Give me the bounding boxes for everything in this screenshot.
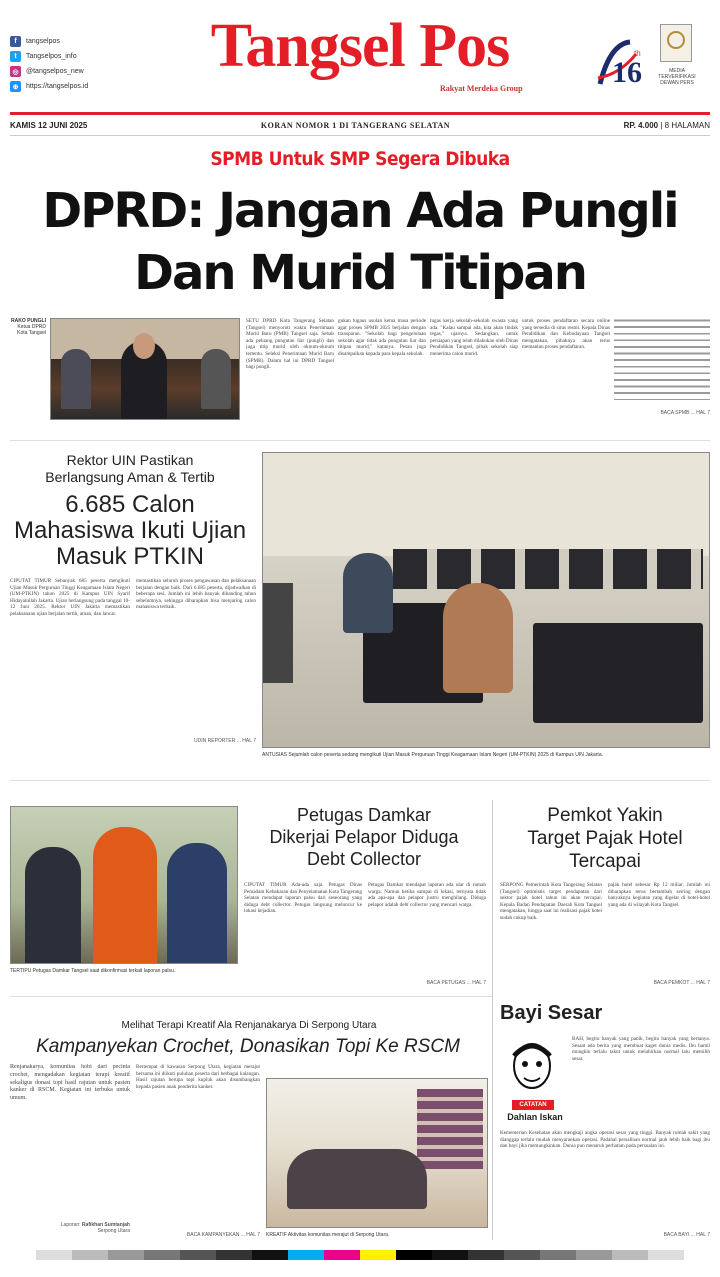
shelf bbox=[417, 1089, 483, 1169]
byline-name: Rafikhan Sumtanjah bbox=[81, 1222, 130, 1228]
story2-photo bbox=[262, 452, 710, 748]
person-face bbox=[133, 333, 155, 359]
lead-col-3: tugas kerja sekolah-sekolah swasta yang ada. "Kalau sampai ada, kita akan tindak tegas," ujarnya. Sedangkan, untuk persiapan yang telah dilakukan oleh Dinas Pendidikan Tangsel, pihak sekolah siap menerima calon murid. bbox=[430, 318, 518, 357]
kicker-line: Rektor UIN Pastikan bbox=[66, 452, 194, 468]
anniversary-suffix: th bbox=[634, 49, 641, 58]
headline-line: Dan Murid Titipan bbox=[134, 245, 586, 301]
price-pages bbox=[624, 121, 710, 130]
title-line: Mahasiswa Ikuti Ujian bbox=[13, 517, 247, 544]
person-figure-left bbox=[61, 349, 91, 409]
story2-title[interactable] bbox=[6, 492, 254, 570]
title-line: Pemkot Yakin bbox=[547, 805, 663, 826]
anniversary-logo bbox=[590, 34, 650, 94]
story4-col-1: SERPONG Pemerintah Kota Tangerang Selatan (Tangsel) optimistis target pendapatan dari sektor pajak hotel tahun ini akan tercapai. Kepala Badan Pendapatan Daerah Kota Tangsel mengatakan, hingga saat ini realisasi pajak hotel sudah cukup baik. bbox=[500, 882, 602, 921]
lead-col-4: untuk proses pendaftaran secara online yang tersedia di situs resmi. Kepala Dinas Pendidikan dan Kebudayaan Tangsel mengatakan, pihaknya akan terus memantau proses pendaftaran. bbox=[522, 318, 610, 351]
story3-byline[interactable]: BACA PETUGAS ... HAL 7 bbox=[426, 980, 486, 986]
title-line: 6.685 Calon bbox=[65, 491, 195, 518]
story3-photo bbox=[10, 806, 238, 964]
social-row[interactable] bbox=[10, 49, 150, 64]
story2-byline[interactable]: UDIN REPORTER ... HAL 7 bbox=[194, 738, 256, 744]
section-divider bbox=[10, 996, 492, 997]
author-portrait-icon bbox=[502, 1036, 562, 1100]
section-divider bbox=[10, 440, 710, 441]
story5-jump[interactable]: BACA KAMPANYEKAN ... HAL 7 bbox=[186, 1232, 260, 1238]
story5-photo bbox=[266, 1078, 488, 1228]
edition-date: KAMIS 12 JUNI 2025 bbox=[10, 120, 88, 130]
headline-line: DPRD: Jangan Ada Pungli bbox=[42, 183, 678, 239]
title-line: Dikerjai Pelapor Diduga bbox=[269, 827, 459, 847]
twitter-icon: t bbox=[10, 51, 21, 62]
title-line: Tercapai bbox=[569, 851, 641, 872]
portrait-eye bbox=[536, 1061, 542, 1067]
web-icon: ⊕ bbox=[10, 81, 21, 92]
title-line: Target Pajak Hotel bbox=[527, 828, 683, 849]
lead-photo-caption: Ketua DPRD Kota Tangsel bbox=[17, 324, 46, 336]
newspaper-slogan: KORAN NOMOR 1 DI TANGERANG SELATAN bbox=[260, 120, 451, 130]
story4-col-2: pajak hotel sebesar Rp 12 miliar. Jumlah ini diharapkan terus bertambah seiring dengan banyaknya kegiatan yang digelar di hotel-hotel yang ada di wilayah Kota Tangsel. bbox=[608, 882, 710, 908]
student-left bbox=[263, 583, 293, 683]
story4-byline[interactable]: BACA PEMKOT ... HAL 7 bbox=[653, 980, 710, 986]
masthead-tagline: Rakyat Merdeka Group bbox=[440, 84, 523, 93]
dateline-bar bbox=[10, 112, 710, 136]
seal-emblem-icon bbox=[667, 31, 685, 49]
social-links bbox=[10, 34, 150, 94]
crochet-group bbox=[287, 1149, 427, 1209]
story5-col-2: Bertempat di kawasan Serpong Utara, kegiatan merajut bersama ini diikuti puluhan peserta dari berbagai kalangan. Hasil rajutan berupa topi kupluk akan disumbangkan kepada pasien anak penderita kanker. bbox=[136, 1064, 260, 1090]
officer-orange bbox=[93, 827, 157, 964]
lead-photo bbox=[50, 318, 240, 420]
social-text: tangselpos bbox=[26, 38, 60, 45]
byline-place: Serpong Utara bbox=[97, 1228, 130, 1234]
print-color-bar bbox=[0, 1250, 720, 1260]
instagram-icon: ◎ bbox=[10, 66, 21, 77]
column-title[interactable]: Bayi Sesar bbox=[500, 1002, 603, 1024]
page-count: | 8 HALAMAN bbox=[660, 120, 710, 130]
portrait-eye bbox=[522, 1061, 528, 1067]
story5-title[interactable]: Kampanyekan Crochet, Donasikan Topi Ke RSCM bbox=[36, 1036, 460, 1057]
price: RP. 4.000 bbox=[623, 120, 659, 130]
lead-col-1: SETU DPRD Kota Tangerang Selatan (Tangsel) menyoroti waktu Penerimaan Murid Baru (PMB) Tangsel saja. Sebab ada peluang pungutan liar (pungli) dan juga titip murid oleh oknum-oknum tertentu. Seleksi Penerimaan Murid Baru (SPMB). Dalam hal ini DPRD Tangsel bagi pungli. bbox=[246, 318, 334, 371]
column-col-1: BAH, begitu banyak yang panik, begitu banyak yang bertanya. Sesaat ada berita yang membuat kaget dunia medis. Ibu hamil mungkin terlalu takut untuk melahirkan normal lalu memilih sesar. bbox=[572, 1036, 710, 1062]
social-row[interactable] bbox=[10, 34, 150, 49]
lead-photo-side-caption bbox=[10, 318, 46, 336]
social-row[interactable] bbox=[10, 79, 150, 94]
facebook-icon: f bbox=[10, 36, 21, 47]
story2-col-2: memastikan seluruh proses pengawasan dan pelaksanaan berjalan dengan baik. Dari 6.685 peserta, dijadwalkan di beberapa sesi. Jumlah ini lebih banyak dibanding tahun sebelumnya, sehingga diharapkan bisa menjaring calon mahasiswa terbaik. bbox=[136, 578, 256, 611]
story5-photo-caption: KREATIF Aktivitas komunitas merajut di Serpong Utara. bbox=[266, 1232, 390, 1238]
story2-col-1: CIPUTAT TIMUR Sebanyak 685 peserta mengikuti Ujian Masuk Perguruan Tinggi Keagamaan Islam Negeri (UM-PTKIN) tahun 2025 di Kampus UIN Syarif Hidayatullah Jakarta. Ujian berlangsung pada tanggal 10-12 Juni 2025. Rektor UIN Jakarta memastikan pelaksanaan ujian berjalan tertib, aman, dan lancar. bbox=[10, 578, 130, 617]
monitor-row-back bbox=[393, 549, 703, 589]
seal-caption: MEDIA TERVERIFIKASI DEWAN PERS bbox=[658, 68, 696, 86]
monitor-right bbox=[533, 623, 703, 723]
story4-title[interactable] bbox=[498, 804, 712, 873]
lead-kicker: SPMB Untuk SMP Segera Dibuka bbox=[210, 148, 510, 170]
title-line: Masuk PTKIN bbox=[55, 543, 205, 570]
social-text: https://tangselpos.id bbox=[26, 83, 89, 90]
story3-col-1: CIPUTAT TIMUR Ada-ada saja. Petugas Dinas Pemadam Kebakaran dan Penyelamatan Kota Tangerang Selatan mendapat laporan palsu dari seseorang yang diduga debt collector. Petugas langsung meluncur ke lokasi kejadian. bbox=[244, 882, 362, 915]
lead-col-2: gukan tugaus usulan ketua masa periode agar proses SPMB 2025 berjalan dengan transparan. "Sekolah bagi pengelolaan sekolah agar tidak ada pungutan liar dan titipan murid," katanya. Pesan juga disampaikan kepada para kepala sekolah. bbox=[338, 318, 426, 357]
column-byline[interactable]: BACA BAYI ... HAL 7 bbox=[663, 1232, 710, 1238]
officer-right bbox=[167, 843, 227, 964]
title-line: Petugas Damkar bbox=[296, 805, 432, 825]
dewan-pers-seal-icon bbox=[660, 24, 692, 62]
masthead-logo[interactable]: Tangsel Pos bbox=[210, 12, 510, 80]
officer-left bbox=[25, 847, 81, 964]
student-boy bbox=[343, 553, 393, 633]
lead-headline[interactable] bbox=[0, 180, 720, 304]
column-author: Dahlan Iskan bbox=[507, 1112, 563, 1122]
student-hijab bbox=[443, 583, 513, 693]
kicker-line: Berlangsung Aman & Tertib bbox=[45, 469, 215, 485]
byline-label: Laporan: bbox=[60, 1222, 81, 1228]
title-line: Debt Collector bbox=[306, 849, 422, 869]
column-badge: CATATAN bbox=[512, 1100, 554, 1110]
story2-photo-caption: ANTUSIAS Sejumlah calon peserta sedang mengikuti Ujian Masuk Perguruan Tinggi Keagamaan Islam Negeri (UM-PTKIN) 2025 di Kampus UIN Jakarta. bbox=[262, 752, 603, 758]
anniversary-number: 16 bbox=[612, 56, 642, 89]
column-col-2: Kementerian Kesehatan akan mengkaji angka operasi sesar yang tinggi. Banyak rumah sakit yang dianggap terlalu mudah menyarankan operasi. Padahal persalinan normal jauh lebih baik bagi ibu dan bayi jika memungkinkan. Dunia pun menaruh perhatian pada persoalan ini. bbox=[500, 1130, 710, 1150]
section-divider bbox=[10, 780, 710, 781]
story5-byline bbox=[10, 1222, 130, 1234]
lead-photo-label: RAKO PUNGLI bbox=[11, 318, 46, 324]
story3-photo-caption: TERTIPU Petugas Damkar Tangsel saat dikonfirmasi terkait laporan palsu. bbox=[10, 968, 176, 974]
story5-col-1: Renjanakarya, komunitas hobi dari pecinta crochet, mengadakan kegiatan terapi kreatif sekaligus donasi topi hasil rajutan untuk pasien kanker di RSCM. Kegiatan ini terbuka untuk umum. bbox=[10, 1064, 130, 1102]
person-figure-right bbox=[201, 349, 231, 409]
social-row[interactable] bbox=[10, 64, 150, 79]
story5-kicker: Melihat Terapi Kreatif Ala Renjanakarya Di Serpong Utara bbox=[121, 1020, 377, 1031]
vertical-divider bbox=[492, 800, 493, 1240]
social-text: Tangselpos_info bbox=[26, 53, 77, 60]
social-text: @tangselpos_new bbox=[26, 68, 84, 75]
lead-jump[interactable]: BACA SPMB ... HAL 7 bbox=[660, 410, 710, 416]
lead-col-5 bbox=[614, 318, 710, 400]
story2-kicker bbox=[10, 452, 250, 486]
story3-col-2: Petugas Damkar mendapat laporan ada ular di rumah warga. Namun ketika sampai di lokasi, ternyata tidak ada apa-apa dan pelapor justru menghilang. Diduga pelapor adalah debt collector yang mencari warga. bbox=[368, 882, 486, 908]
story3-title[interactable] bbox=[244, 804, 484, 870]
